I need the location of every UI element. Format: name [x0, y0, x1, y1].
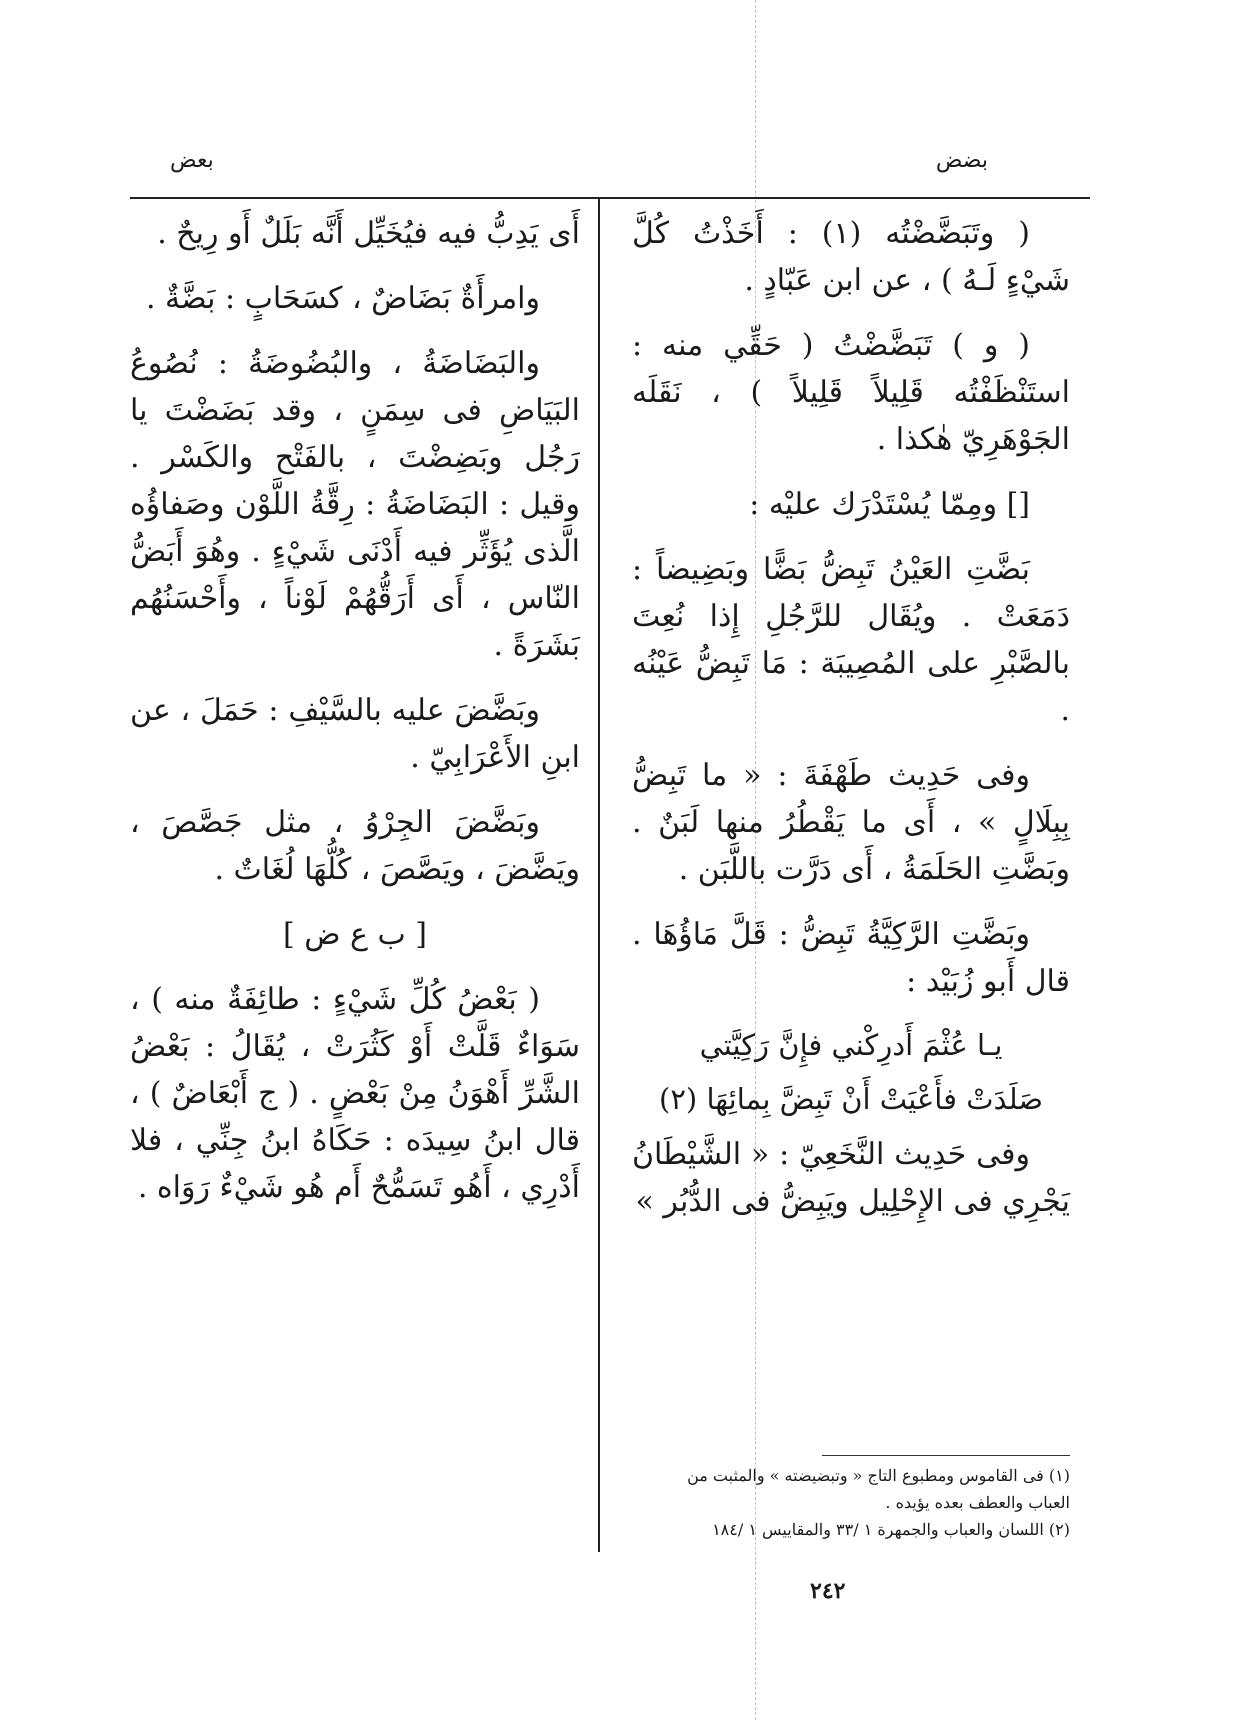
entry-paragraph: ( و ) تَبَضَّضْتُ ( حَقِّي منه : استَنْظَفْتُه قَلِيلاً قَلِيلاً ) ، نَقَلَه الجَوْهَرِيّ هٰكذا .	[632, 328, 1070, 457]
column-divider	[598, 197, 600, 1552]
footnote-1-continued: العباب والعطف بعده يؤيده .	[885, 1493, 1070, 1512]
entry-paragraph: والبَضَاضَةُ ، والبُضُوضَةُ : نُصُوعُ البَيَاضِ فى سِمَنٍ ، وقد بَضَضْتَ يا رَجُل وبَضِضْتَ ، بالفَتْح والكَسْر . وقيل : البَضَاضَةُ : رِقَّةُ اللَّوْن وصَفاؤُه الَّذى يُؤَثِّر فيه أَدْنَى شَيْءٍ . وهُوَ أَبَضُّ النّاس ، أَى أَرَقُّهُمْ لَوْناً ، وأَحْسَنُهُم بَشَرَةً .	[130, 346, 580, 663]
footnote-1: (١) فى القاموس ومطبوع التاج « وتبضيضته » والمثبت من	[687, 1466, 1070, 1485]
entry-paragraph: وبَضَّضَ عليه بالسَّيْفِ : حَمَلَ ، عن ابنِ الأَعْرَابِيّ .	[130, 693, 580, 775]
entry-paragraph: أَى يَدِبُّ فيه فيُخَيِّل أَنَّه بَلَلٌ أَو رِيحٌ .	[157, 216, 580, 251]
entry-paragraph: وبَضَّضَ الجِرْوُ ، مثل جَصَّصَ ، ويَضَّضَ ، ويَصَّصَ ، كُلُّهَا لُغَاتٌ .	[130, 805, 580, 887]
entry-paragraph: وامرأَةٌ بَضَاضٌ ، كسَحَابٍ : بَضَّةٌ .	[145, 281, 540, 316]
left-column	[130, 210, 580, 1229]
running-head-left: بعض	[170, 148, 214, 173]
header-rule	[130, 197, 1090, 199]
running-head-right: بضض	[935, 148, 988, 173]
right-column	[632, 210, 1070, 1243]
entry-paragraph: ( بَعْضُ كُلِّ شَيْءٍ : طائِفَةٌ منه ) ، سَوَاءٌ قَلَّتْ أَوْ كَثُرَتْ ، يُقَالُ : بَعْضُ الشَّرِّ أَهْوَنُ مِنْ بَعْضٍ . ( ج أَبْعَاضٌ ) ، قال ابنُ سِيدَه : حَكَاهُ ابنُ جِنِّي ، فلا أَدْرِي ، أَهُو تَسَمُّحٌ أَم هُو شَيْءٌ رَوَاه .	[130, 982, 580, 1205]
verse-line: صَلَدَتْ فأَعْيَتْ أَنْ تَبِضَّ بِمائِهَا (٢)	[659, 1082, 1043, 1116]
footnote-2: (٢) اللسان والعباب والجمهرة ١ /٣٣ والمقاييس ١ /١٨٤	[712, 1520, 1070, 1539]
root-heading: [ ب ع ض ]	[283, 917, 427, 952]
footnote-rule	[822, 1455, 1070, 1456]
addendum-heading: [] ومِمّا يُسْتَدْرَك عليْه :	[749, 487, 1030, 522]
entry-paragraph: وفى حَدِيث النَّخَعِيّ : « الشَّيْطَانُ يَجْرِي فى الإِحْلِيل ويَبِضُّ فى الدُّبُر »	[632, 1137, 1070, 1219]
page-number: ٢٤٢	[810, 1578, 846, 1604]
footnotes	[632, 1462, 1070, 1543]
entry-paragraph: وبَضَّتِ الرَّكِيَّةُ تَبِضُّ : قَلَّ مَاؤُهَا . قال أَبو زُبَيْد :	[632, 917, 1070, 999]
entry-paragraph: وفى حَدِيث طَهْفَةَ : « ما تَبِضُّ بِبِلَالٍ » ، أَى ما يَقْطُرُ منها لَبَنٌ . وبَضَّتِ الحَلَمَةُ ، أَى دَرَّت باللَّبَن .	[632, 758, 1070, 887]
entry-paragraph: ( وتَبَضَّضْتُه (١) : أَخَذْتُ كُلَّ شَيْءٍ لَـهُ ) ، عن ابن عَبّادٍ .	[632, 216, 1070, 298]
verse-line: يـا عُثْمَ أَدرِكْني فإِنَّ رَكِيَّتي	[699, 1028, 1003, 1062]
entry-paragraph: بَضَّتِ العَيْنُ تَبِضُّ بَضًّا وبَضِيضاً : دَمَعَتْ . ويُقَال للرَّجُلِ إِذا نُعِتَ بالصَّبْرِ على المُصِيبَة : مَا تَبِضُّ عَيْنُه .	[632, 552, 1070, 728]
